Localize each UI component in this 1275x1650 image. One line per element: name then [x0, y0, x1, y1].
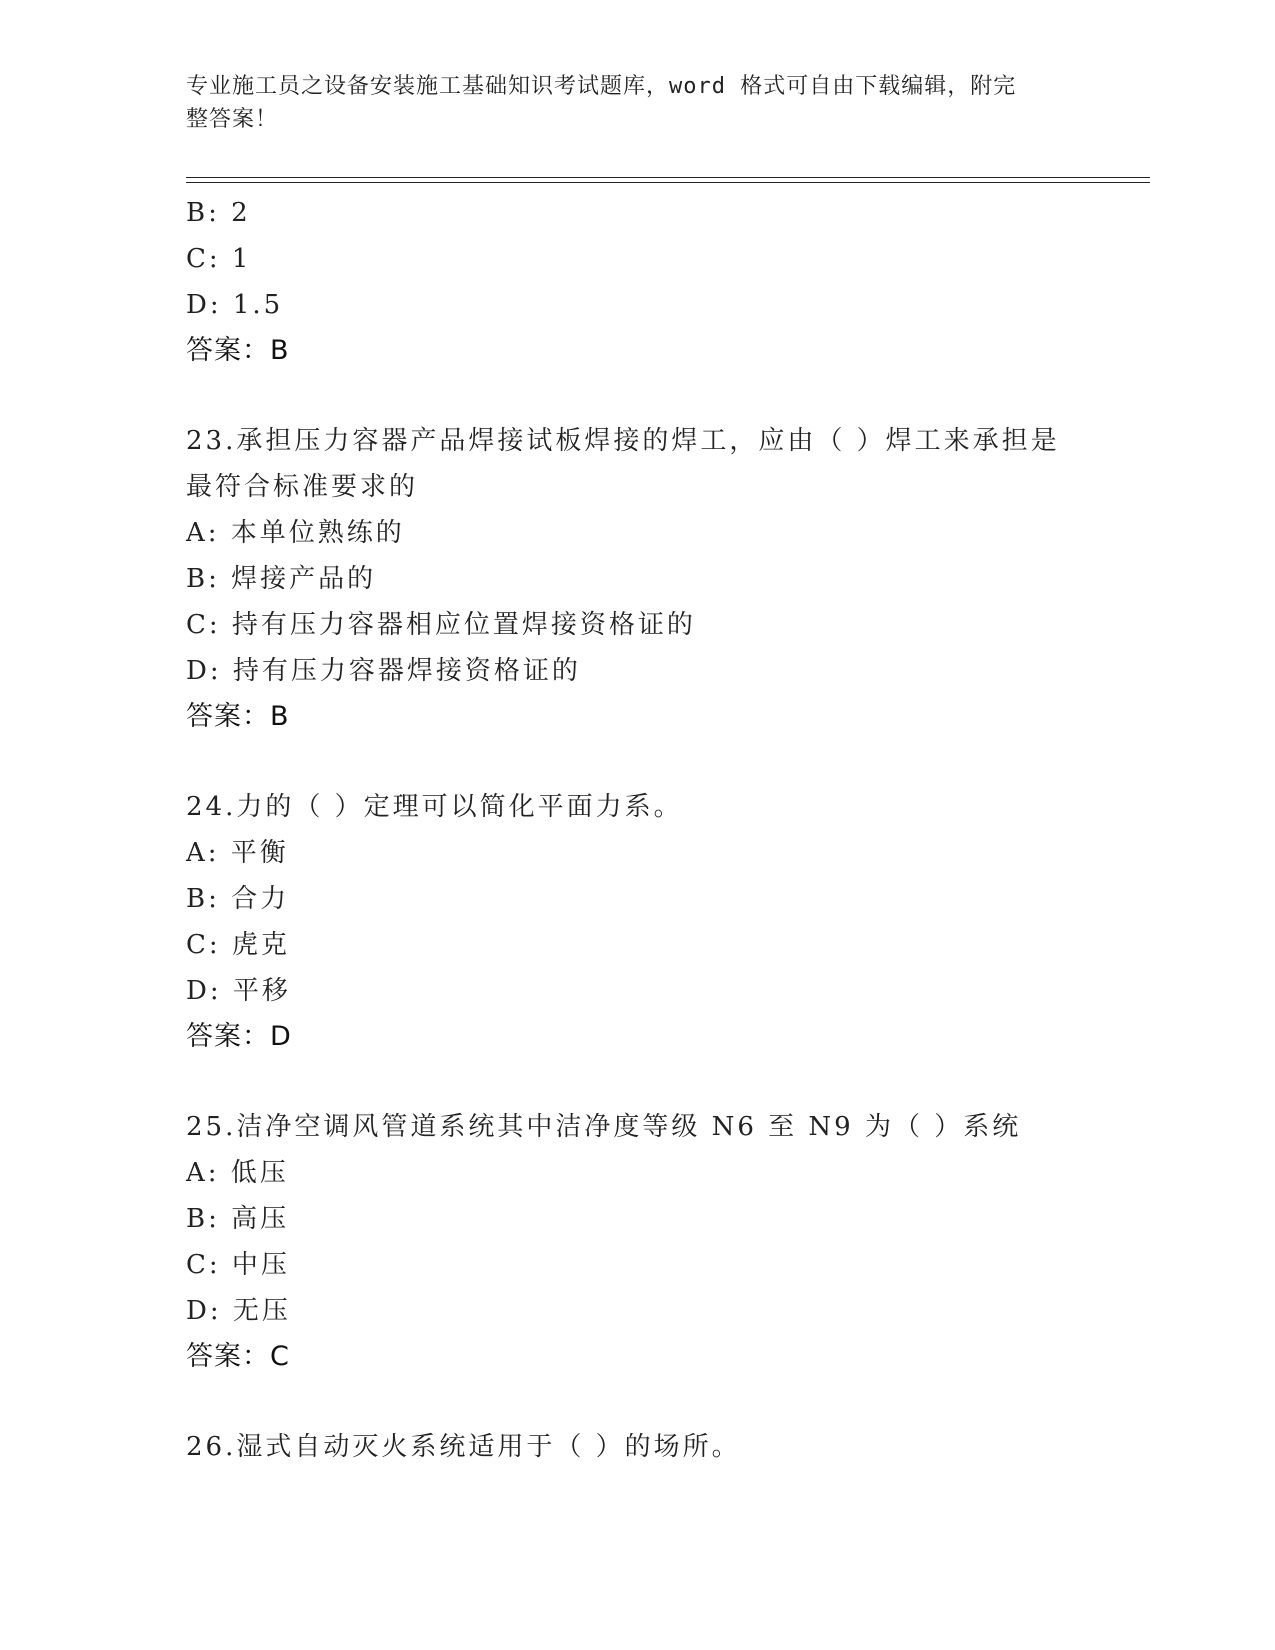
question-22-partial — [186, 190, 1086, 374]
answer: 答案：C — [186, 1341, 290, 1372]
option-a: A: 平衡 — [186, 838, 289, 868]
header-rule-top — [186, 177, 1150, 178]
question-stem-line-1: 26.湿式自动灭火系统适用于（ ）的场所。 — [186, 1432, 741, 1462]
option-c: C: 虎克 — [186, 930, 290, 960]
option-d: D: 平移 — [186, 976, 291, 1006]
option-a: A: 本单位熟练的 — [186, 518, 405, 548]
header-line-2: 整答案！ — [186, 107, 279, 132]
question-24 — [186, 784, 1086, 1060]
header-line-1: 专业施工员之设备安装施工基础知识考试题库，word 格式可自由下载编辑，附完 — [186, 74, 1017, 99]
question-25 — [186, 1104, 1086, 1380]
option-d: D: 持有压力容器焊接资格证的 — [186, 656, 581, 686]
option-c: C: 持有压力容器相应位置焊接资格证的 — [186, 610, 696, 640]
spacer — [186, 1060, 1086, 1104]
spacer — [186, 374, 1086, 418]
option-b: B: 2 — [186, 198, 251, 228]
answer: 答案：D — [186, 1021, 292, 1052]
spacer — [186, 1380, 1086, 1424]
spacer — [186, 740, 1086, 784]
option-d: D: 1.5 — [186, 290, 284, 320]
option-b: B: 焊接产品的 — [186, 564, 377, 594]
option-c: C: 中压 — [186, 1250, 290, 1280]
question-23 — [186, 418, 1086, 740]
answer: 答案：B — [186, 701, 290, 732]
option-d: D: 无压 — [186, 1296, 291, 1326]
question-stem-line-1: 25.洁净空调风管道系统其中洁净度等级 N6 至 N9 为（ ）系统 — [186, 1112, 1022, 1142]
option-c: C: 1 — [186, 244, 252, 274]
option-b: B: 合力 — [186, 884, 290, 914]
option-a: A: 低压 — [186, 1158, 289, 1188]
question-stem-line-2: 最符合标准要求的 — [186, 472, 419, 502]
document-header — [186, 70, 1066, 136]
question-stem-line-1: 23.承担压力容器产品焊接试板焊接的焊工，应由（ ）焊工来承担是 — [186, 426, 1060, 456]
question-list — [186, 190, 1086, 1470]
question-stem-line-1: 24.力的（ ）定理可以简化平面力系。 — [186, 792, 683, 822]
option-b: B: 高压 — [186, 1204, 290, 1234]
answer: 答案：B — [186, 335, 290, 366]
question-26 — [186, 1424, 1086, 1470]
header-rule-bottom — [186, 182, 1150, 183]
